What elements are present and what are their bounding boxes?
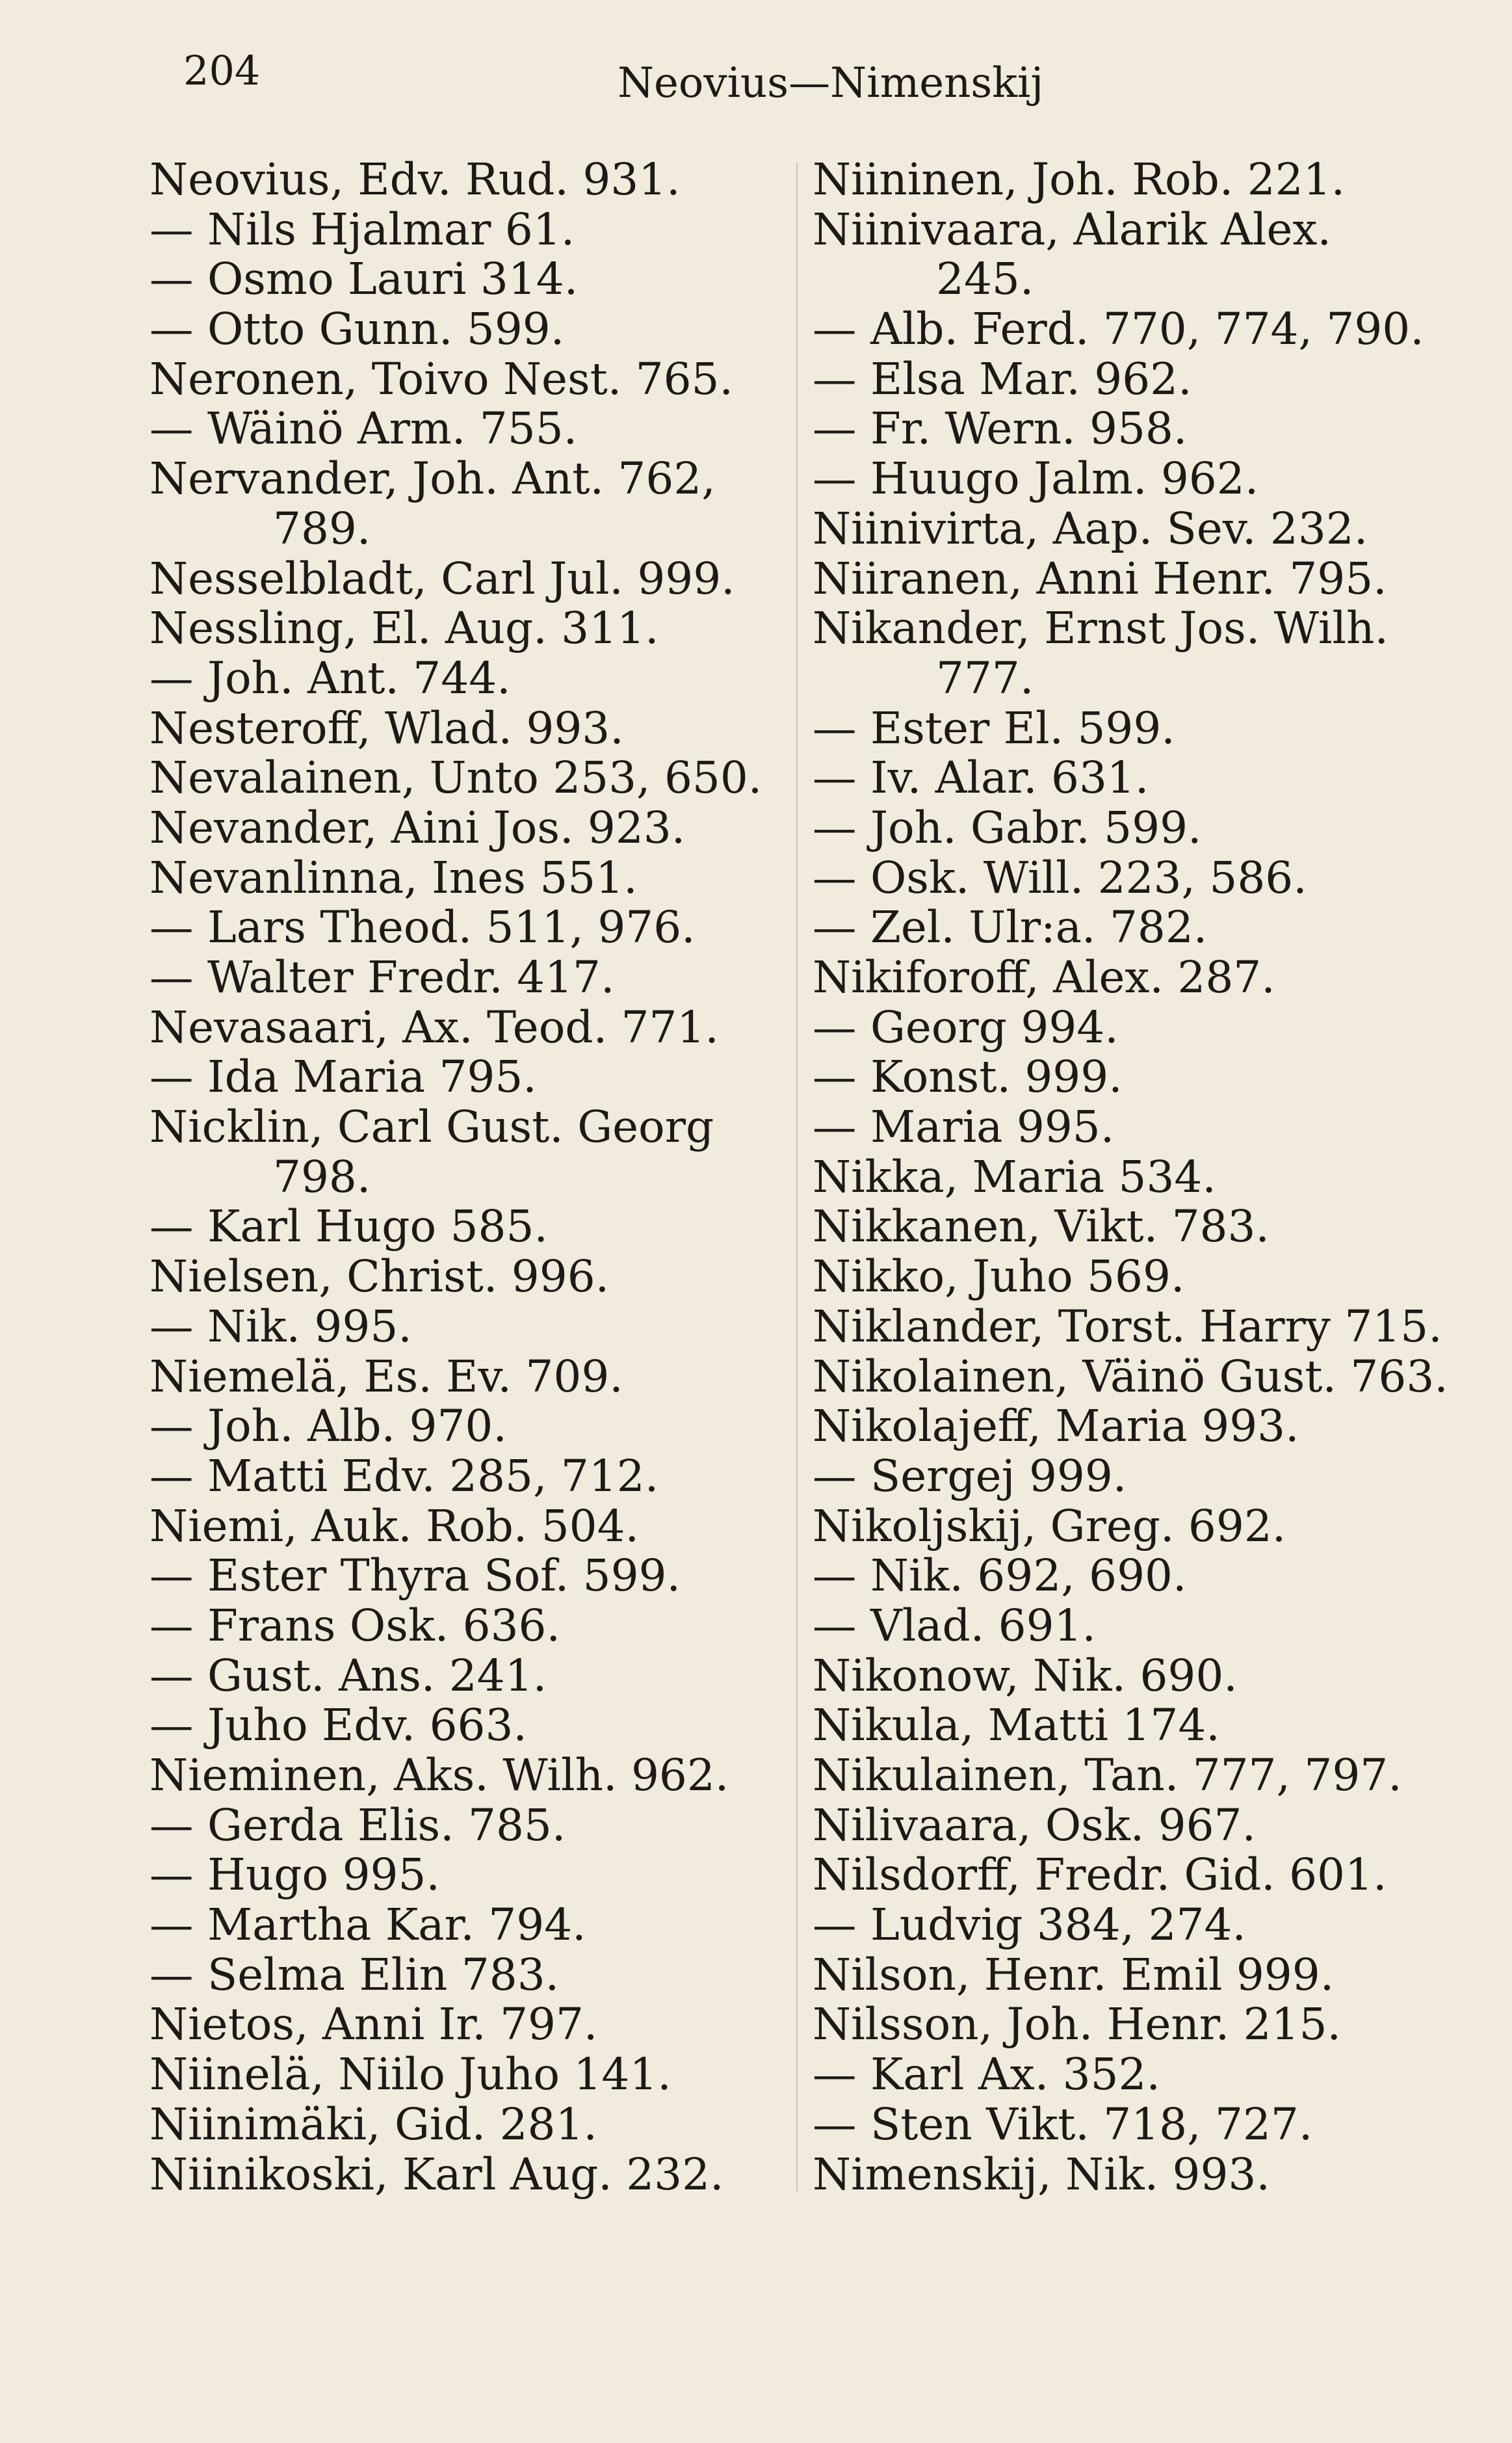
index-entry: — Sten Vikt. 718, 727. [813,2098,1313,2150]
index-entry: — Selma Elin 783. [150,1948,560,2000]
index-entry: — Nik. 692, 690. [813,1550,1187,1602]
index-entry: Niemelä, Es. Ev. 709. [150,1350,623,1402]
index-entry: Nikko, Juho 569. [813,1250,1185,1302]
index-entry: — Elsa Mar. 962. [813,352,1192,404]
index-entry: Nikolajeff, Maria 993. [813,1400,1299,1452]
index-entry: Nervander, Joh. Ant. 762, [150,453,716,505]
index-entry-continuation: 777. [936,652,1034,704]
index-entry: Nessling, El. Aug. 311. [150,602,659,654]
index-entry: — Georg 994. [813,1001,1119,1053]
index-entry: — Juho Edv. 663. [150,1699,527,1751]
index-entry: — Nils Hjalmar 61. [150,203,575,255]
index-entry: Nilivaara, Osk. 967. [813,1799,1256,1851]
index-entry: — Matti Edv. 285, 712. [150,1449,659,1501]
index-entry: — Konst. 999. [813,1051,1123,1103]
index-entry: Nilson, Henr. Emil 999. [813,1948,1335,2000]
index-entry: Niinelä, Niilo Juho 141. [150,2048,671,2100]
index-entry: Niinivaara, Alarik Alex. [813,203,1331,255]
index-entry: Neovius, Edv. Rud. 931. [150,153,681,205]
index-entry: — Osmo Lauri 314. [150,253,579,305]
index-entry: Nikula, Matti 174. [813,1699,1220,1751]
index-entry: — Alb. Ferd. 770, 774, 790. [813,303,1424,355]
index-entry: Nielsen, Christ. 996. [150,1250,610,1302]
index-entry: — Vlad. 691. [813,1599,1096,1651]
index-entry: — Gerda Elis. 785. [150,1799,566,1851]
index-entry: — Huugo Jalm. 962. [813,453,1259,505]
index-entry: — Otto Gunn. 599. [150,303,565,355]
index-entry: Nikiforoff, Alex. 287. [813,951,1275,1003]
index-entry: — Zel. Ulr:a. 782. [813,901,1208,953]
right-index-column [813,155,1450,2199]
index-entry-continuation: 789. [273,502,371,554]
index-entry: Nesteroff, Wlad. 993. [150,702,624,754]
index-entry: Nikulainen, Tan. 777, 797. [813,1749,1402,1801]
index-entry: Nikkanen, Vikt. 783. [813,1200,1270,1252]
index-entry: — Karl Ax. 352. [813,2048,1160,2100]
index-entry: Nimenskij, Nik. 993. [813,2148,1270,2200]
index-entry: Nikander, Ernst Jos. Wilh. [813,602,1388,654]
index-entry: Nevasaari, Ax. Teod. 771. [150,1001,719,1053]
index-entry: Nietos, Anni Ir. 797. [150,1998,598,2050]
index-entry-continuation: 245. [936,253,1034,305]
index-entry: Nikonow, Nik. 690. [813,1649,1238,1701]
left-index-column [150,155,787,2199]
index-entry: Niemi, Auk. Rob. 504. [150,1499,640,1552]
index-entry-continuation: 798. [273,1150,371,1202]
index-entry: — Ludvig 384, 274. [813,1899,1246,1951]
index-entry: — Fr. Wern. 958. [813,403,1188,455]
index-entry: Niiranen, Anni Henr. 795. [813,552,1387,604]
index-entry: — Ida Maria 795. [150,1051,537,1103]
index-entry: Nicklin, Carl Gust. Georg [150,1101,714,1153]
index-entry: — Maria 995. [813,1101,1115,1153]
index-entry: — Karl Hugo 585. [150,1200,548,1252]
index-entry: Nilsson, Joh. Henr. 215. [813,1998,1341,2050]
index-entry: — Walter Fredr. 417. [150,951,615,1003]
index-entry: Nikka, Maria 534. [813,1150,1216,1202]
index-entry: Nevalainen, Unto 253, 650. [150,752,763,804]
index-entry: Nikoljskij, Greg. 692. [813,1499,1286,1552]
index-entry: — Joh. Ant. 744. [150,652,511,704]
index-entry: — Wäinö Arm. 755. [150,403,578,455]
index-entry: — Sergej 999. [813,1449,1127,1501]
column-divider [796,163,798,2191]
index-entry: — Lars Theod. 511, 976. [150,901,696,953]
index-entry: — Osk. Will. 223, 586. [813,851,1307,903]
index-entry: — Joh. Alb. 970. [150,1400,507,1452]
index-entry: Niininen, Joh. Rob. 221. [813,153,1346,205]
index-entry: — Ester El. 599. [813,702,1175,754]
index-entry: Niinivirta, Aap. Sev. 232. [813,502,1368,554]
index-entry: Nevander, Aini Jos. 923. [150,801,686,853]
index-entry: — Nik. 995. [150,1300,412,1352]
index-entry: Niklander, Torst. Harry 715. [813,1300,1442,1352]
index-entry: Nieminen, Aks. Wilh. 962. [150,1749,729,1801]
index-entry: — Frans Osk. 636. [150,1599,560,1651]
index-entry: — Ester Thyra Sof. 599. [150,1550,681,1602]
index-entry: Nevanlinna, Ines 551. [150,851,638,903]
index-entry: Niinimäki, Gid. 281. [150,2098,597,2150]
index-entry: — Iv. Alar. 631. [813,752,1149,804]
index-entry: Nilsdorff, Fredr. Gid. 601. [813,1849,1387,1901]
index-entry: — Hugo 995. [150,1849,440,1901]
index-entry: Nesselbladt, Carl Jul. 999. [150,552,735,604]
index-entry: Niinikoski, Karl Aug. 232. [150,2148,724,2200]
index-entry: Nikolainen, Väinö Gust. 763. [813,1350,1448,1402]
page-number: 204 [183,47,261,94]
running-title: Neovius—Nimenskij [618,59,1044,107]
index-entry: — Martha Kar. 794. [150,1899,586,1951]
index-entry: — Gust. Ans. 241. [150,1649,547,1701]
index-entry: Neronen, Toivo Nest. 765. [150,352,733,404]
index-entry: — Joh. Gabr. 599. [813,801,1202,853]
